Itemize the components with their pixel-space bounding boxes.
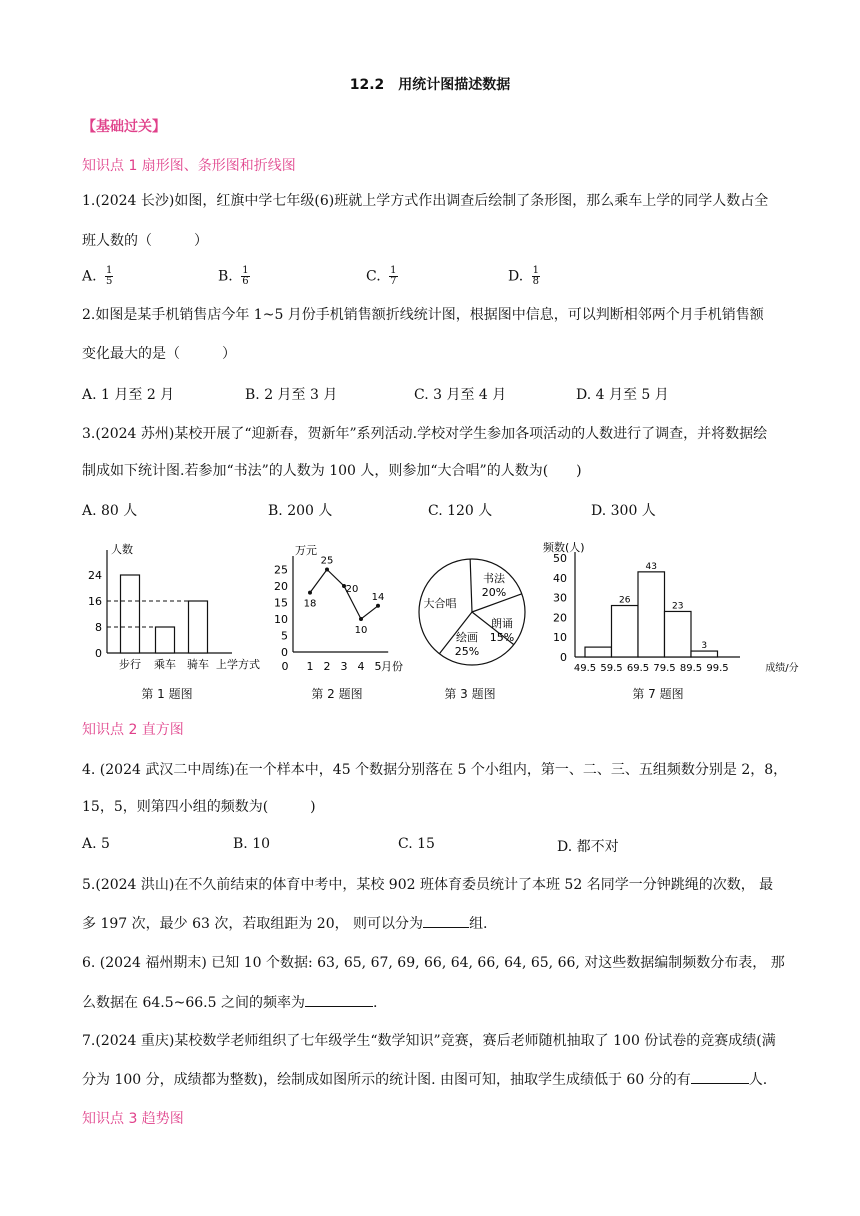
section-heading: 【基础过关】 [82,119,166,135]
category-label: 乘车 [154,658,176,671]
q4-option-d[interactable]: D. 都不对 [557,839,619,855]
q6-line1: 6. (2024 福州期末) 已知 10 个数据: 63, 65, 67, 69, 66, 64, 66, 64, 65, 66, 对这些数据编制频数分布表， 那 [82,955,785,971]
y-tick-label: 8 [95,621,102,634]
fraction: $\frac{1}{5}$ [106,265,113,287]
x-tick-label: 69.5 [626,663,650,674]
q3-line2: 制成如下统计图.若参加“书法”的人数为 100 人，则参加“大合唱”的人数为( ) [82,463,582,479]
option-label: C. [366,268,381,285]
slice-value: 15% [489,631,515,644]
data-point [325,568,329,572]
data-label: 20 [345,584,359,595]
y-axis-label: 人数 [111,543,133,556]
figure-3-pie-chart [412,555,532,670]
figure-1-caption: 第 1 题图 [141,687,193,701]
q2-line1: 2.如图是某手机销售店今年 1~5 月份手机销售额折线统计图，根据图中信息，可以判断相邻两个月手机销售额 [82,307,764,323]
figure-7-caption: 第 7 题图 [632,687,684,701]
q5-answer-blank[interactable] [423,913,469,928]
q3-option-d[interactable]: D. 300 人 [591,503,656,519]
q4-line1: 4. (2024 武汉二中周练)在一个样本中，45 个数据分别落在 5 个小组内，第一、二、三、五组频数分别是 2，8， [82,762,788,778]
category-label: 步行 [119,658,141,671]
x-tick-label: 4 [357,660,365,673]
q1-option-c[interactable] [366,266,398,287]
y-tick-label: 10 [553,631,567,645]
data-point [308,591,312,595]
bar-value-label: 26 [619,595,631,606]
fraction: $\frac{1}{7}$ [390,265,397,287]
q4-option-b[interactable]: B. 10 [233,836,271,852]
slice-label: 绘画 [456,631,478,644]
bar [156,627,175,653]
x-axis-label: 月份 [381,660,403,673]
q3-line1: 3.(2024 苏州)某校开展了“迎新春，贺新年”系列活动.学校对学生参加各项活动的人数进行了调查，并将数据绘 [82,426,768,442]
data-label: 10 [354,625,368,636]
q2-option-c[interactable]: C. 3 月至 4 月 [414,387,507,403]
option-label: A. [82,268,97,285]
x-tick-label: 89.5 [679,663,703,674]
figure-2-line-chart [268,540,408,680]
bar [121,575,140,653]
x-axis-label: 成绩/分 [765,663,799,674]
histogram-bar [585,647,612,657]
page-title: 12.2 用统计图描述数据 [349,77,511,93]
q5-line2 [82,913,812,934]
q1-line1: 1.(2024 长沙)如图，红旗中学七年级(6)班就上学方式作出调查后绘制了条形图，那么乘车上学的同学人数占全 [82,193,769,209]
q3-option-a[interactable]: A. 80 人 [82,503,138,519]
q4-option-c[interactable]: C. 15 [398,836,435,852]
data-point [376,604,380,608]
series-line [310,570,378,620]
slice-value: 25% [454,645,480,658]
histogram-bar [691,651,718,657]
q6-line2 [82,992,812,1013]
q2-option-b[interactable]: B. 2 月至 3 月 [245,387,338,403]
q2-option-a[interactable]: A. 1 月至 2 月 [82,387,175,403]
histogram-bar [638,572,665,657]
knowledge-point-3: 知识点 3 趋势图 [82,1111,184,1127]
q1-line2: 班人数的（ ） [82,233,208,249]
y-tick-label: 25 [274,563,288,577]
slice-label: 大合唱 [423,597,457,610]
x-tick-label: 3 [340,660,348,673]
q2-line2: 变化最大的是（ ） [82,346,236,362]
y-tick-label: 15 [274,596,288,610]
y-tick-label: 30 [553,591,567,605]
histogram-bar [612,606,639,657]
x-tick-label: 2 [323,660,331,673]
q2-option-d[interactable]: D. 4 月至 5 月 [576,387,669,403]
x-tick-label: 49.5 [573,663,597,674]
y-tick-label: 5 [281,629,288,643]
y-tick-label: 16 [88,595,102,608]
y-tick-label: 20 [553,611,567,625]
q3-option-c[interactable]: C. 120 人 [428,503,493,519]
x-tick-label: 79.5 [653,663,676,674]
q6-line2-text: 么数据在 64.5~66.5 之间的频率为 [82,995,305,1011]
data-label: 18 [303,598,317,610]
q4-option-a[interactable]: A. 5 [82,836,110,852]
bar-value-label: 43 [645,561,657,572]
y-tick-label: 50 [553,552,567,565]
q6-answer-blank[interactable] [305,992,373,1007]
data-label: 25 [320,555,334,567]
slice-label: 书法 [483,572,505,585]
slice-value: 20% [481,586,507,599]
knowledge-point-1: 知识点 1 扇形图、条形图和折线图 [82,158,296,174]
q7-line1: 7.(2024 重庆)某校数学老师组织了七年级学生“数学知识”竞赛，赛后老师随机抽取了 100 份试卷的竞赛成绩(满 [82,1033,776,1049]
bar [189,601,208,653]
q7-line2-end: 人. [748,1072,768,1088]
q7-line2-text: 分为 100 分，成绩都为整数)，绘制成如图所示的统计图. 由图可知，抽取学生成绩低于 60 分的有 [82,1072,691,1088]
option-label: B. [218,268,233,285]
origin-label: 0 [281,660,289,673]
q5-line2-text: 多 197 次，最少 63 次，若取组距为 20， 则可以分为 [82,916,424,932]
fraction: $\frac{1}{8}$ [532,265,540,287]
y-tick-label: 0 [95,647,102,660]
q4-line2: 15，5，则第四小组的频数为( ) [82,799,316,815]
figure-2-caption: 第 2 题图 [311,687,363,701]
q7-line2 [82,1069,812,1090]
y-axis-label: 万元 [295,544,317,557]
y-axis-label: 频数(人) [543,541,585,554]
x-axis-label: 上学方式 [216,658,260,671]
figure-3-caption: 第 3 题图 [444,687,496,701]
bar-value-label: 23 [672,601,684,612]
x-tick-label: 59.5 [600,663,623,674]
histogram-bar [665,611,692,657]
y-tick-label: 40 [553,571,567,585]
y-tick-label: 0 [281,646,288,659]
x-tick-label: 5 [374,660,382,673]
q1-option-d[interactable] [508,266,540,287]
q1-option-b[interactable] [218,266,250,287]
data-point [359,617,363,621]
q7-answer-blank[interactable] [691,1069,749,1084]
q5-line2-end: 组. [469,916,488,932]
option-label: D. [508,268,524,285]
knowledge-point-2: 知识点 2 直方图 [82,722,184,738]
fraction: $\frac{1}{6}$ [242,265,249,287]
category-label: 骑车 [187,658,209,671]
q3-option-b[interactable]: B. 200 人 [268,503,333,519]
y-tick-label: 24 [88,569,102,582]
y-tick-label: 0 [560,651,567,664]
bar-value-label: 3 [701,641,708,652]
data-label: 14 [371,591,385,603]
y-tick-label: 20 [274,580,288,593]
x-tick-label: 1 [306,660,314,673]
y-tick-label: 10 [274,613,288,626]
q1-option-a[interactable] [82,266,113,287]
figure-1-bar-chart [82,540,272,680]
q6-line2-end: . [372,995,378,1011]
figure-7-histogram [535,538,810,680]
x-tick-label: 99.5 [706,663,729,674]
slice-label: 朗诵 [491,617,513,630]
q5-line1: 5.(2024 洪山)在不久前结束的体育中考中，某校 902 班体育委员统计了本班 52 名同学一分钟跳绳的次数， 最 [82,877,774,893]
